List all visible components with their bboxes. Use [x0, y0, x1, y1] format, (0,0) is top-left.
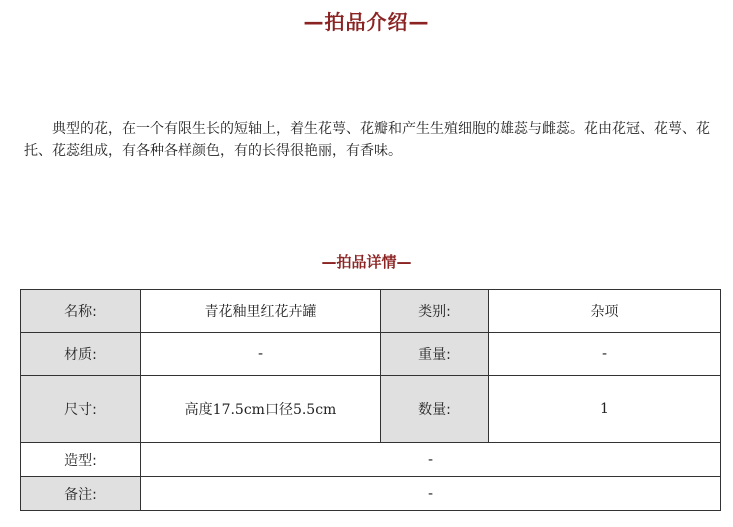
remark-value: -	[141, 477, 721, 511]
quantity-label: 数量:	[381, 376, 489, 443]
table-row-name	[21, 290, 721, 333]
shape-value: -	[141, 443, 721, 477]
category-label: 类别:	[381, 290, 489, 333]
name-value: 青花釉里红花卉罐	[141, 290, 381, 333]
category-value: 杂项	[489, 290, 721, 333]
size-label: 尺寸:	[21, 376, 141, 443]
weight-label: 重量:	[381, 333, 489, 376]
weight-value: -	[489, 333, 721, 376]
table-row-size	[21, 376, 721, 443]
intro-title: —拍品介绍—	[303, 10, 430, 34]
table-row-remark	[21, 477, 721, 511]
details-title: —拍品详情—	[321, 253, 412, 271]
intro-body: 典型的花，在一个有限生长的短轴上，着生花萼、花瓣和产生生殖细胞的雄蕊与雌蕊。花由花冠、花萼、花托、花蕊组成，有各种各样颜色，有的长得很艳丽，有香味。	[24, 121, 710, 159]
material-value: -	[141, 333, 381, 376]
table-row-material	[21, 333, 721, 376]
size-value: 高度17.5cm口径5.5cm	[141, 376, 381, 443]
shape-label: 造型:	[21, 443, 141, 477]
table-row-shape	[21, 443, 721, 477]
name-label: 名称:	[21, 290, 141, 333]
quantity-value: 1	[489, 376, 721, 443]
material-label: 材质:	[21, 333, 141, 376]
details-table	[20, 289, 721, 511]
remark-label: 备注:	[21, 477, 141, 511]
